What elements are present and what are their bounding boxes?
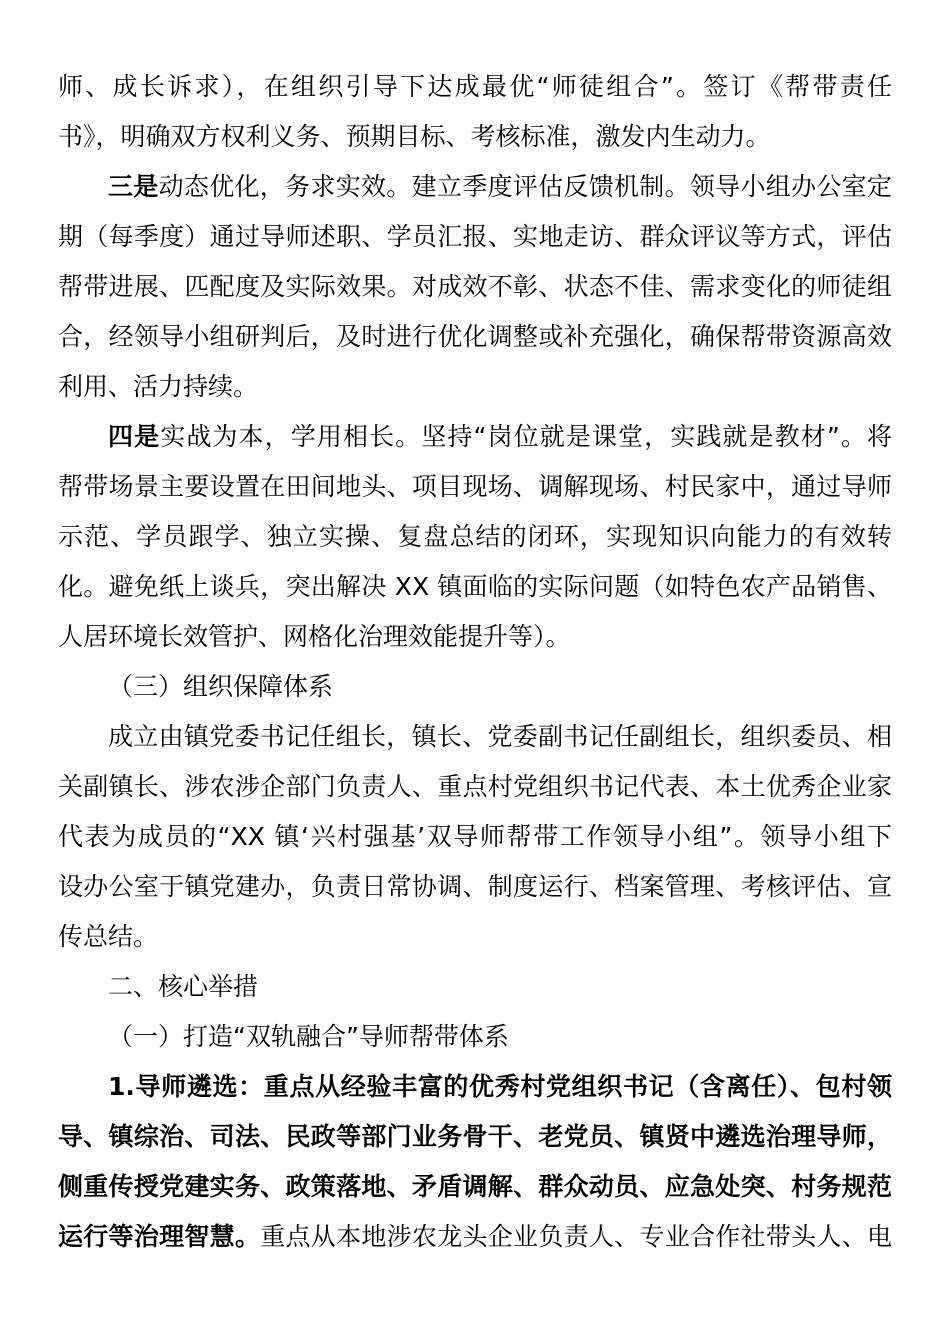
- paragraph-line: 传总结。: [58, 922, 159, 951]
- paragraph-line: 帮带进展、匹配度及实际效果。对成效不彰、状态不佳、需求变化的师徒组: [58, 272, 892, 301]
- paragraph-line: 书》，明确双方权利义务、预期目标、考核标准，激发内生动力。: [58, 122, 771, 151]
- paragraph-line: 人居环境长效管护、网格化治理效能提升等）。: [58, 622, 571, 651]
- paragraph-text: 实战为本，学用相长。坚持“岗位就是课堂，实践就是教材”。将: [160, 422, 892, 451]
- section-heading: 二、核心举措: [108, 972, 259, 1001]
- section-heading: （三）组织保障体系: [108, 672, 334, 701]
- paragraph-text: 重点从本地涉农龙头企业负责人、专业合作社带头人、电: [260, 1222, 892, 1251]
- paragraph-line: 利用、活力持续。: [58, 372, 259, 401]
- lead-word-third: 三是: [108, 172, 159, 201]
- paragraph-line: 设办公室于镇党建办，负责日常协调、制度运行、档案管理、考核评估、宣: [58, 872, 892, 901]
- paragraph-line: 1.导师遴选：重点从经验丰富的优秀村党组织书记（含离任）、包村领: [108, 1072, 892, 1101]
- paragraph-line: 期（每季度）通过导师述职、学员汇报、实地走访、群众评议等方式，评估: [58, 222, 892, 251]
- section-heading: （一）打造“双轨融合”导师帮带体系: [108, 1022, 509, 1051]
- paragraph-line: 代表为成员的“XX 镇‘兴村强基’双导师帮带工作领导小组”。领导小组下: [58, 822, 892, 851]
- paragraph-line: 帮带场景主要设置在田间地头、项目现场、调解现场、村民家中，通过导师: [58, 472, 892, 501]
- paragraph-line: 师、成长诉求），在组织引导下达成最优“师徒组合”。签订《帮带责任: [58, 72, 892, 101]
- paragraph-line: 合，经领导小组研判后，及时进行优化调整或补充强化，确保帮带资源高效: [58, 322, 892, 351]
- paragraph-line: 化。避免纸上谈兵，突出解决 XX 镇面临的实际问题（如特色农产品销售、: [58, 572, 892, 601]
- paragraph-line: 关副镇长、涉农涉企部门负责人、重点村党组织书记代表、本土优秀企业家: [58, 772, 892, 801]
- paragraph-line: 示范、学员跟学、独立实操、复盘总结的闭环，实现知识向能力的有效转: [58, 522, 892, 551]
- paragraph-line: 导、镇综治、司法、民政等部门业务骨干、老党员、镇贤中遴选治理导师，: [58, 1122, 892, 1151]
- document-page: [58, 62, 892, 1262]
- lead-word-fourth: 四是: [108, 422, 161, 451]
- paragraph-line: 成立由镇党委书记任组长，镇长、党委副书记任副组长，组织委员、相: [108, 722, 892, 751]
- paragraph-line: 侧重传授党建实务、政策落地、矛盾调解、群众动员、应急处突、村务规范: [58, 1172, 892, 1201]
- paragraph-line: [58, 1212, 892, 1262]
- paragraph-line: [58, 412, 892, 462]
- paragraph-text: 动态优化，务求实效。建立季度评估反馈机制。领导小组办公室定: [158, 172, 892, 201]
- paragraph-text-bold: 运行等治理智慧。: [58, 1222, 261, 1251]
- paragraph-line: [58, 162, 892, 212]
